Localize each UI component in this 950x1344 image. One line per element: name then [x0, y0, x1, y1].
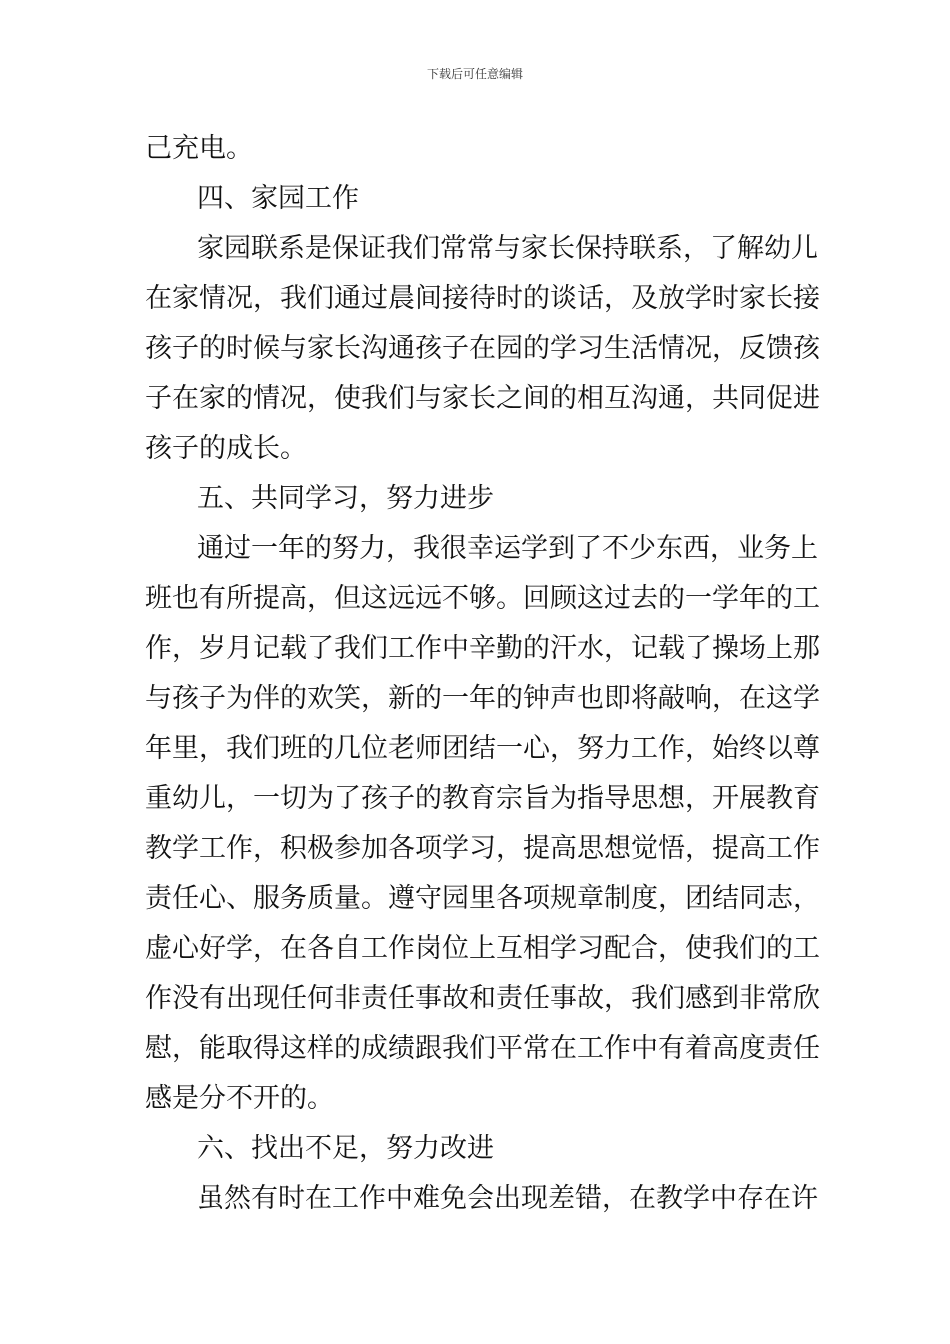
paragraph-line: 家园联系是保证我们常常与家长保持联系，了解幼儿	[197, 233, 818, 264]
paragraph-line: 感是分不开的。	[145, 1083, 334, 1114]
paragraph-line: 作没有出现任何非责任事故和责任事故，我们感到非常欣	[145, 983, 820, 1014]
paragraph-line: 与孩子为伴的欢笑，新的一年的钟声也即将敲响，在这学	[145, 683, 820, 714]
paragraph-line: 班也有所提高，但这远远不够。回顾这过去的一学年的工	[145, 583, 820, 614]
paragraph-line: 重幼儿，一切为了孩子的教育宗旨为指导思想，开展教育	[145, 783, 820, 814]
text-line: 己充电。	[145, 133, 253, 164]
section-heading: 六、找出不足，努力改进	[197, 1133, 494, 1164]
document-body	[145, 124, 820, 1224]
paragraph-line: 责任心、服务质量。遵守园里各项规章制度，团结同志，	[145, 883, 820, 914]
paragraph-line: 虚心好学，在各自工作岗位上互相学习配合，使我们的工	[145, 933, 820, 964]
paragraph-line: 孩子的成长。	[145, 433, 307, 464]
section-heading: 五、共同学习，努力进步	[197, 483, 494, 514]
paragraph-line: 在家情况，我们通过晨间接待时的谈话，及放学时家长接	[145, 283, 820, 314]
page-header-note: 下载后可任意编辑	[426, 67, 523, 81]
paragraph-line: 慰，能取得这样的成绩跟我们平常在工作中有着高度责任	[145, 1033, 820, 1064]
section-heading: 四、家园工作	[197, 183, 359, 214]
paragraph-line: 通过一年的努力，我很幸运学到了不少东西，业务上	[197, 533, 818, 564]
paragraph-line: 作，岁月记载了我们工作中辛勤的汗水，记载了操场上那	[145, 633, 820, 664]
paragraph-line: 年里，我们班的几位老师团结一心，努力工作，始终以尊	[145, 733, 820, 764]
paragraph-line: 子在家的情况，使我们与家长之间的相互沟通，共同促进	[145, 383, 820, 414]
paragraph-line: 教学工作，积极参加各项学习，提高思想觉悟，提高工作	[145, 833, 820, 864]
paragraph-line: 虽然有时在工作中难免会出现差错，在教学中存在许	[197, 1183, 818, 1214]
paragraph-line: 孩子的时候与家长沟通孩子在园的学习生活情况，反馈孩	[145, 333, 820, 364]
